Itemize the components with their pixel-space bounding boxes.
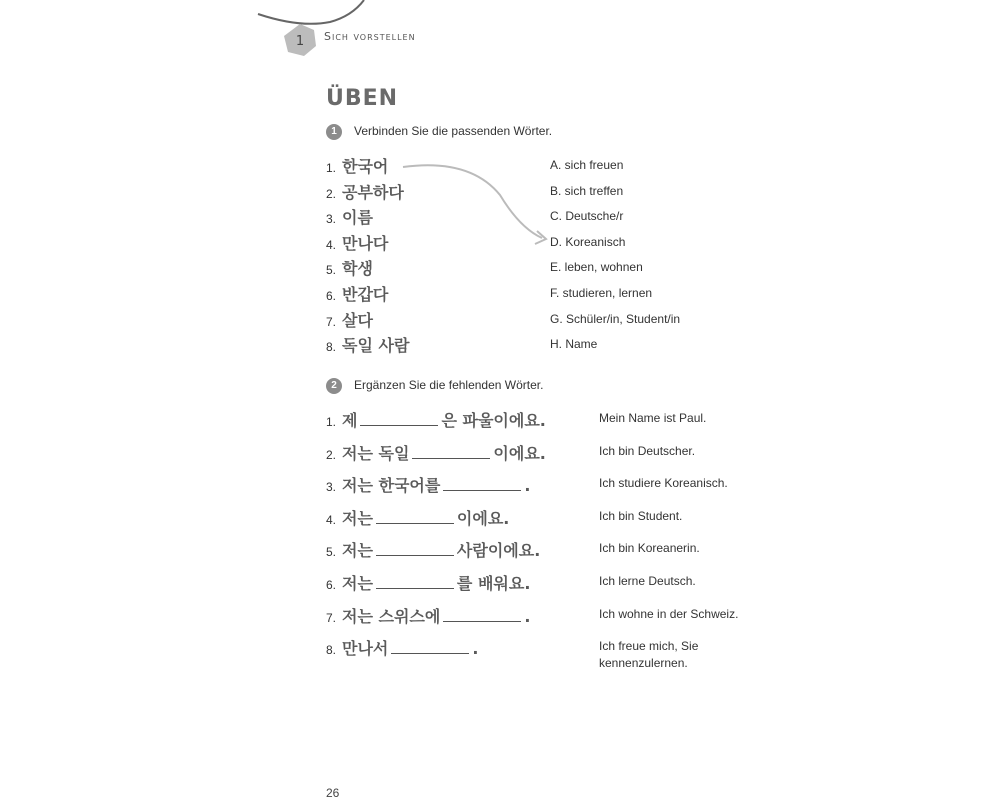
answer-blank[interactable]: [376, 511, 454, 524]
german-translation: Ich bin Deutscher.: [599, 443, 696, 458]
fill-in-row: [326, 636, 478, 660]
item-number: 5.: [326, 263, 337, 278]
fill-in-row: [326, 604, 530, 628]
german-option: A. sich freuen: [550, 158, 624, 172]
answer-blank[interactable]: [360, 413, 438, 426]
answer-blank[interactable]: [376, 576, 454, 589]
exercise-1-instruction: Verbinden Sie die passenden Wörter.: [354, 124, 553, 138]
fill-in-row: [326, 473, 530, 497]
german-option: F. studieren, lernen: [550, 286, 653, 300]
exercise-2-number: 2: [326, 378, 342, 394]
german-option: C. Deutsche/r: [550, 209, 624, 224]
german-option: D. Koreanisch: [550, 234, 626, 249]
chapter-title: Sich vorstellen: [324, 30, 416, 43]
korean-word: 살다: [342, 310, 373, 330]
sentence-start: 저는 스위스에: [342, 606, 441, 626]
fill-in-row: [326, 441, 546, 465]
korean-word: 학생: [342, 259, 373, 279]
item-number: 4.: [326, 512, 337, 527]
answer-blank[interactable]: [443, 609, 521, 622]
answer-blank[interactable]: [443, 478, 521, 491]
item-number: 7.: [326, 314, 337, 329]
fill-in-row: [326, 571, 530, 595]
item-number: 8.: [326, 340, 337, 355]
answer-blank[interactable]: [412, 446, 490, 459]
sentence-end: 를 배워요.: [456, 574, 531, 593]
item-number: 8.: [326, 643, 337, 658]
german-option: G. Schüler/in, Student/in: [550, 311, 681, 326]
fill-in-row: [326, 408, 546, 432]
sentence-end: 이에요.: [493, 443, 546, 463]
fill-in-row: [326, 538, 540, 562]
german-translation: Ich lerne Deutsch.: [599, 574, 696, 588]
sentence-end: 사람이에요.: [456, 541, 541, 561]
exercise-1-number: 1: [326, 124, 342, 140]
sentence-start: 만나서: [342, 639, 389, 659]
sentence-end: .: [472, 639, 479, 659]
korean-word: 이름: [342, 208, 373, 228]
item-number: 1.: [326, 415, 337, 429]
exercise-2-instruction: Ergänzen Sie die fehlenden Wörter.: [354, 378, 544, 392]
item-number: 3.: [326, 480, 337, 495]
korean-word: 한국어: [342, 157, 389, 176]
korean-word: 반갑다: [342, 285, 389, 304]
answer-blank[interactable]: [376, 543, 454, 556]
sentence-end: 은 파울이에요.: [441, 411, 546, 430]
item-number: 6.: [326, 289, 337, 303]
sentence-start: 저는: [342, 541, 373, 561]
item-number: 3.: [326, 212, 337, 227]
korean-word: 공부하다: [342, 182, 404, 202]
answer-blank[interactable]: [391, 641, 469, 654]
item-number: 4.: [326, 237, 337, 252]
sentence-start: 저는 한국어를: [342, 476, 441, 496]
sentence-start: 저는: [342, 574, 373, 593]
item-number: 2.: [326, 447, 337, 462]
sentence-start: 제: [342, 411, 358, 430]
item-number: 7.: [326, 610, 337, 625]
sentence-end: .: [524, 606, 531, 626]
section-heading: ÜBEN: [326, 86, 399, 111]
german-translation: Ich bin Student.: [599, 508, 683, 523]
page-number: 26: [326, 786, 340, 800]
item-number: 5.: [326, 545, 337, 560]
sentence-start: 저는: [342, 508, 373, 528]
sentence-end: 이에요.: [456, 508, 510, 528]
item-number: 2.: [326, 186, 337, 201]
german-translation: Ich bin Koreanerin.: [599, 541, 700, 556]
item-number: 6.: [326, 578, 337, 592]
german-option: E. leben, wohnen: [550, 260, 643, 275]
german-translation: Mein Name ist Paul.: [599, 411, 707, 425]
german-translation: Ich wohne in der Schweiz.: [599, 606, 739, 621]
german-option: B. sich treffen: [550, 183, 624, 198]
korean-word: 독일 사람: [342, 336, 410, 356]
item-number: 1.: [326, 161, 337, 175]
chapter-number: 1: [295, 34, 305, 49]
german-translation: Ich studiere Koreanisch.: [599, 476, 728, 491]
sentence-end: .: [524, 476, 531, 496]
korean-word: 만나다: [342, 233, 389, 253]
german-option: H. Name: [550, 337, 598, 352]
sentence-start: 저는 독일: [342, 443, 410, 463]
german-translation: Ich freue mich, Sie kennenzulernen.: [599, 639, 699, 671]
fill-in-row: [326, 506, 509, 530]
